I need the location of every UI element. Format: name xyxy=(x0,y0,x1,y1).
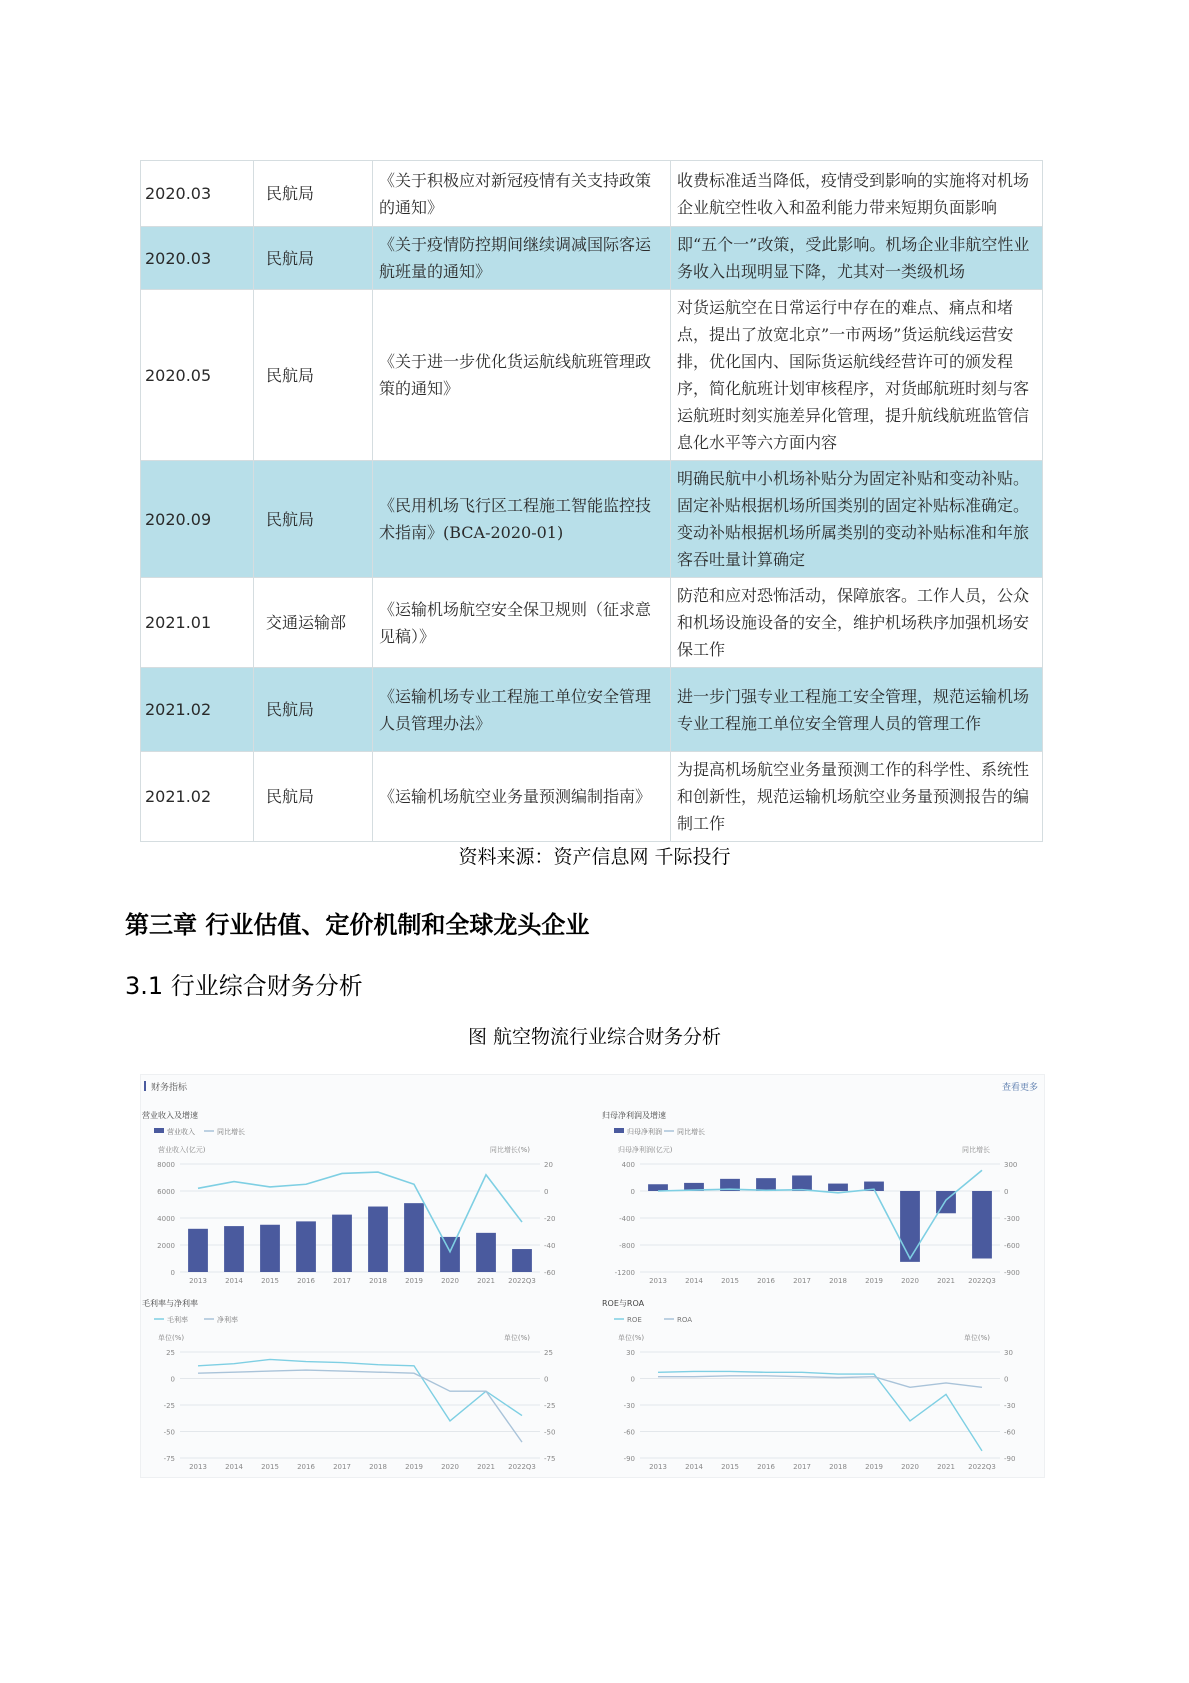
bar xyxy=(404,1203,424,1272)
left-tick-label: 2000 xyxy=(157,1242,175,1250)
x-tick-label: 2022Q3 xyxy=(508,1277,536,1285)
right-tick-label: -30 xyxy=(1004,1402,1016,1410)
right-tick-label: 300 xyxy=(1004,1161,1018,1169)
bar xyxy=(756,1178,776,1191)
policy-desc: 即“五个一”改策，受此影响。机场企业非航空性业务收入出现明显下降，尤其对一类级机场 xyxy=(671,227,1043,290)
x-tick-label: 2019 xyxy=(865,1463,883,1471)
policy-org: 民航局 xyxy=(254,161,373,227)
x-tick-label: 2019 xyxy=(865,1277,883,1285)
policy-desc: 明确民航中小机场补贴分为固定补贴和变动补贴。固定补贴根据机场所国类别的固定补贴标准确定。变动补贴根据机场所属类别的变动补贴标准和年旅客吞吐量计算确定 xyxy=(671,461,1043,578)
bar xyxy=(188,1229,208,1272)
x-tick-label: 2022Q3 xyxy=(508,1463,536,1471)
left-tick-label: 0 xyxy=(630,1375,635,1384)
x-tick-label: 2015 xyxy=(261,1463,279,1471)
x-tick-label: 2014 xyxy=(685,1463,703,1471)
x-tick-label: 2015 xyxy=(721,1277,739,1285)
policy-desc: 为提高机场航空业务量预测工作的科学性、系统性和创新性，规范运输机场航空业务量预测报告的编制工作 xyxy=(671,752,1043,842)
left-tick-label: 30 xyxy=(626,1349,635,1357)
bar xyxy=(224,1226,244,1272)
right-tick-label: 25 xyxy=(544,1349,553,1357)
x-tick-label: 2017 xyxy=(333,1463,351,1471)
x-tick-label: 2021 xyxy=(937,1277,955,1285)
legend-label: ROA xyxy=(677,1316,693,1324)
policy-date: 2020.03 xyxy=(141,227,254,290)
x-tick-label: 2018 xyxy=(369,1277,387,1285)
policy-date: 2021.02 xyxy=(141,752,254,842)
bar xyxy=(332,1215,352,1272)
policy-desc: 收费标准适当降低，疫情受到影响的实施将对机场企业航空性收入和盈利能力带来短期负面影响 xyxy=(671,161,1043,227)
policy-name: 《关于积极应对新冠疫情有关支持政策的通知》 xyxy=(373,161,671,227)
policy-name: 《运输机场航空安全保卫规则（征求意见稿）》 xyxy=(373,578,671,668)
series-line xyxy=(658,1376,982,1387)
right-axis-unit: 同比增长 xyxy=(962,1146,990,1154)
right-tick-label: -20 xyxy=(544,1215,556,1223)
bar xyxy=(972,1191,992,1259)
x-tick-label: 2016 xyxy=(757,1277,775,1285)
x-tick-label: 2018 xyxy=(829,1463,847,1471)
x-tick-label: 2020 xyxy=(901,1463,919,1471)
policy-org: 交通运输部 xyxy=(254,578,373,668)
table-row xyxy=(141,578,1043,668)
left-tick-label: -400 xyxy=(619,1215,635,1223)
right-tick-label: -50 xyxy=(544,1428,556,1437)
x-tick-label: 2021 xyxy=(477,1277,495,1285)
policy-desc: 对货运航空在日常运行中存在的难点、痛点和堵点，提出了放宽北京”一市两场”货运航线运营安排，优化国内、国际货运航线经营许可的颁发程序，简化航班计划审核程序，对货邮航班时刻与客运航班时刻实施差异化管理，提升航线航班监管信息化水平等六方面内容 xyxy=(671,290,1043,461)
chapter-title: 第三章 行业估值、定价机制和全球龙头企业 xyxy=(125,911,590,939)
bar xyxy=(828,1184,848,1191)
table-row xyxy=(141,752,1043,842)
right-tick-label: 0 xyxy=(544,1188,549,1196)
x-tick-label: 2015 xyxy=(721,1463,739,1471)
legend-label: 同比增长 xyxy=(217,1128,245,1136)
x-tick-label: 2022Q3 xyxy=(968,1277,996,1285)
right-axis-unit: 单位(%) xyxy=(963,1334,990,1342)
bar xyxy=(792,1175,812,1191)
legend-label: 归母净利润 xyxy=(627,1128,662,1136)
chart-title: ROE与ROA xyxy=(602,1299,645,1308)
x-tick-label: 2013 xyxy=(649,1463,667,1471)
x-tick-label: 2013 xyxy=(189,1277,207,1285)
right-tick-label: -300 xyxy=(1004,1215,1020,1223)
table-row xyxy=(141,668,1043,752)
right-tick-label: -25 xyxy=(544,1402,556,1410)
x-tick-label: 2020 xyxy=(441,1463,459,1471)
figure-caption: 图 航空物流行业综合财务分析 xyxy=(467,1026,722,1048)
right-tick-label: -60 xyxy=(544,1269,556,1277)
right-tick-label: 0 xyxy=(1004,1188,1009,1196)
left-tick-label: -75 xyxy=(163,1455,175,1463)
series-line xyxy=(198,1359,522,1420)
table-row xyxy=(141,161,1043,227)
legend-label: ROE xyxy=(627,1316,642,1324)
panel-title: 财务指标 xyxy=(151,1083,188,1093)
x-tick-label: 2016 xyxy=(297,1463,315,1471)
x-tick-label: 2015 xyxy=(261,1277,279,1285)
growth-line xyxy=(198,1172,522,1252)
section-title: 3.1 行业综合财务分析 xyxy=(125,972,363,1000)
legend-swatch-bar xyxy=(614,1128,624,1133)
bar xyxy=(368,1207,388,1272)
table-row xyxy=(141,461,1043,578)
x-tick-label: 2019 xyxy=(405,1277,423,1285)
policy-org: 民航局 xyxy=(254,461,373,578)
x-tick-label: 2019 xyxy=(405,1463,423,1471)
policy-name: 《运输机场专业工程施工单位安全管理人员管理办法》 xyxy=(373,668,671,752)
left-tick-label: -30 xyxy=(623,1402,635,1410)
x-tick-label: 2020 xyxy=(441,1277,459,1285)
right-tick-label: 0 xyxy=(544,1375,549,1384)
right-tick-label: -40 xyxy=(544,1242,556,1250)
roe-roa-chart xyxy=(600,1294,1040,1474)
bar xyxy=(648,1184,668,1191)
x-tick-label: 2014 xyxy=(685,1277,703,1285)
left-tick-label: -1200 xyxy=(614,1269,635,1277)
more-link[interactable]: 查看更多 xyxy=(1001,1083,1038,1093)
x-tick-label: 2013 xyxy=(189,1463,207,1471)
left-tick-label: 25 xyxy=(166,1349,175,1357)
table-row xyxy=(141,290,1043,461)
legend-swatch-bar xyxy=(154,1128,164,1133)
x-tick-label: 2017 xyxy=(793,1463,811,1471)
bar xyxy=(296,1221,316,1272)
policy-date: 2020.05 xyxy=(141,290,254,461)
x-tick-label: 2018 xyxy=(829,1277,847,1285)
right-tick-label: -75 xyxy=(544,1455,556,1463)
x-tick-label: 2017 xyxy=(793,1277,811,1285)
right-tick-label: -60 xyxy=(1004,1428,1016,1437)
revenue-chart xyxy=(140,1106,580,1288)
policy-desc: 进一步门强专业工程施工安全管理，规范运输机场专业工程施工单位安全管理人员的管理工作 xyxy=(671,668,1043,752)
legend-label: 净利率 xyxy=(217,1316,238,1324)
x-tick-label: 2014 xyxy=(225,1277,243,1285)
series-line xyxy=(658,1371,982,1451)
net-profit-chart xyxy=(600,1106,1040,1288)
policy-name: 《运输机场航空业务量预测编制指南》 xyxy=(373,752,671,842)
left-tick-label: 6000 xyxy=(157,1188,175,1196)
left-tick-label: -60 xyxy=(623,1428,635,1437)
x-tick-label: 2022Q3 xyxy=(968,1463,996,1471)
legend-label: 营业收入 xyxy=(167,1128,195,1136)
policy-date: 2021.02 xyxy=(141,668,254,752)
bar xyxy=(260,1225,280,1272)
right-tick-label: 30 xyxy=(1004,1349,1013,1357)
margin-chart xyxy=(140,1294,580,1474)
panel-title-marker xyxy=(144,1081,146,1091)
left-axis-unit: 营业收入(亿元) xyxy=(158,1146,206,1154)
right-tick-label: 0 xyxy=(1004,1375,1009,1384)
chart-title: 营业收入及增速 xyxy=(142,1111,198,1120)
policy-desc: 防范和应对恐怖活动，保障旅客。工作人员，公众和机场设施设备的安全，维护机场秩序加强机场安保工作 xyxy=(671,578,1043,668)
left-tick-label: 8000 xyxy=(157,1161,175,1169)
x-tick-label: 2016 xyxy=(297,1277,315,1285)
policy-org: 民航局 xyxy=(254,290,373,461)
legend-label: 毛利率 xyxy=(167,1316,188,1324)
x-tick-label: 2016 xyxy=(757,1463,775,1471)
left-tick-label: -800 xyxy=(619,1242,635,1250)
right-tick-label: -600 xyxy=(1004,1242,1020,1250)
bar xyxy=(900,1191,920,1262)
left-tick-label: 4000 xyxy=(157,1215,175,1223)
left-tick-label: 0 xyxy=(170,1375,175,1384)
policy-org: 民航局 xyxy=(254,752,373,842)
chart-title: 毛利率与净利率 xyxy=(142,1299,198,1308)
policy-name: 《民用机场飞行区工程施工智能监控技术指南》(BCA-2020-01) xyxy=(373,461,671,578)
x-tick-label: 2021 xyxy=(477,1463,495,1471)
policy-date: 2020.09 xyxy=(141,461,254,578)
policy-date: 2020.03 xyxy=(141,161,254,227)
left-tick-label: -25 xyxy=(163,1402,175,1410)
policy-name: 《关于疫情防控期间继续调减国际客运航班量的通知》 xyxy=(373,227,671,290)
source-caption: 资料来源：资产信息网 千际投行 xyxy=(458,846,731,868)
policy-org: 民航局 xyxy=(254,668,373,752)
left-axis-unit: 单位(%) xyxy=(158,1334,185,1342)
policy-table xyxy=(140,160,1043,842)
x-tick-label: 2018 xyxy=(369,1463,387,1471)
left-tick-label: 0 xyxy=(170,1269,175,1277)
x-tick-label: 2020 xyxy=(901,1277,919,1285)
legend-label: 同比增长 xyxy=(677,1128,705,1136)
left-axis-unit: 归母净利润(亿元) xyxy=(618,1146,673,1154)
chart-title: 归母净利润及增速 xyxy=(602,1111,666,1120)
x-tick-label: 2021 xyxy=(937,1463,955,1471)
left-tick-label: 400 xyxy=(621,1161,635,1169)
policy-org: 民航局 xyxy=(254,227,373,290)
left-axis-unit: 单位(%) xyxy=(618,1334,645,1342)
x-tick-label: 2017 xyxy=(333,1277,351,1285)
right-axis-unit: 同比增长(%) xyxy=(489,1146,530,1154)
right-tick-label: -90 xyxy=(1004,1455,1016,1463)
left-tick-label: 0 xyxy=(630,1188,635,1196)
left-tick-label: -90 xyxy=(623,1455,635,1463)
policy-date: 2021.01 xyxy=(141,578,254,668)
table-row xyxy=(141,227,1043,290)
right-axis-unit: 单位(%) xyxy=(503,1334,530,1342)
bar xyxy=(440,1237,460,1272)
right-tick-label: 20 xyxy=(544,1161,553,1169)
policy-name: 《关于进一步优化货运航线航班管理政策的通知》 xyxy=(373,290,671,461)
left-tick-label: -50 xyxy=(163,1428,175,1437)
bar xyxy=(512,1249,532,1272)
right-tick-label: -900 xyxy=(1004,1269,1020,1277)
bar xyxy=(476,1233,496,1272)
x-tick-label: 2014 xyxy=(225,1463,243,1471)
x-tick-label: 2013 xyxy=(649,1277,667,1285)
